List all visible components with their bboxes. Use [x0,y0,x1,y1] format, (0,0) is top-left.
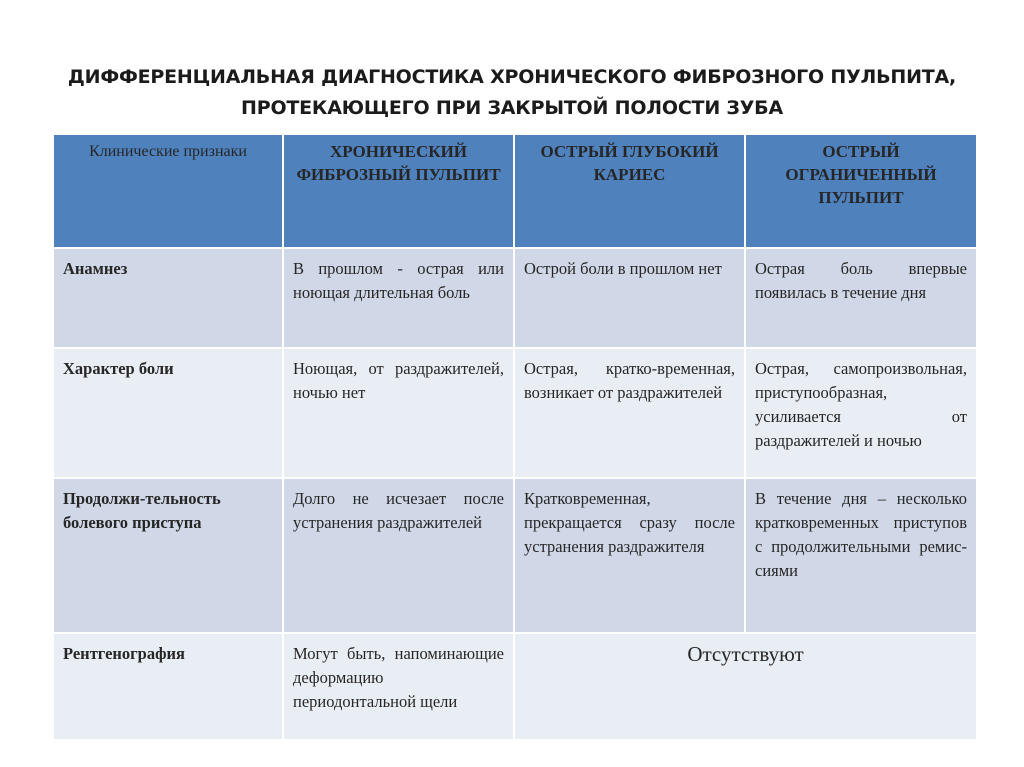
table-cell: Острая, кратко-временная, возникает от раздражителей [514,348,745,478]
table-row-pain-character [53,348,977,478]
row-label: Анамнез [53,248,283,348]
header-clinical-signs: Клинические признаки [53,134,283,248]
title-line-2: ПРОТЕКАЮЩЕГО ПРИ ЗАКРЫТОЙ ПОЛОСТИ ЗУБА [241,97,783,119]
table-cell: Долго не исчезает после устранения раздражителей [283,478,514,633]
row-label: Продолжи-тельность болевого приступа [53,478,283,633]
table-cell-merged: Отсутствуют [514,633,977,740]
table-cell: Кратковременная, прекращается сразу после устранения раздражителя [514,478,745,633]
table-header-row [53,134,977,248]
table-row-attack-duration [53,478,977,633]
table-cell: Острой боли в прошлом нет [514,248,745,348]
table-cell: Острая боль впервые появилась в течение дня [745,248,977,348]
table-cell: В прошлом - острая или ноющая длительная боль [283,248,514,348]
header-chronic-fibrous-pulpitis: ХРОНИЧЕСКИЙ ФИБРОЗНЫЙ ПУЛЬПИТ [283,134,514,248]
diagnosis-table [52,133,978,741]
header-acute-limited-pulpitis: ОСТРЫЙ ОГРАНИЧЕННЫЙ ПУЛЬПИТ [745,134,977,248]
slide-title [0,62,1024,124]
table-row-radiography [53,633,977,740]
table-cell: Острая, самопроизвольная, приступообразная, усиливается от раздражителей и ночью [745,348,977,478]
header-acute-deep-caries: ОСТРЫЙ ГЛУБОКИЙ КАРИЕС [514,134,745,248]
row-label: Рентгенография [53,633,283,740]
title-line-1: ДИФФЕРЕНЦИАЛЬНАЯ ДИАГНОСТИКА ХРОНИЧЕСКОГО ФИБРОЗНОГО ПУЛЬПИТА, [67,66,957,88]
row-label: Характер боли [53,348,283,478]
table-cell: Ноющая, от раздражителей, ночью нет [283,348,514,478]
table-row-anamnesis [53,248,977,348]
table-cell: Могут быть, напоминающие деформацию периодонтальной щели [283,633,514,740]
table-cell: В течение дня – несколько кратковременных приступов с продолжительными ремис-сиями [745,478,977,633]
